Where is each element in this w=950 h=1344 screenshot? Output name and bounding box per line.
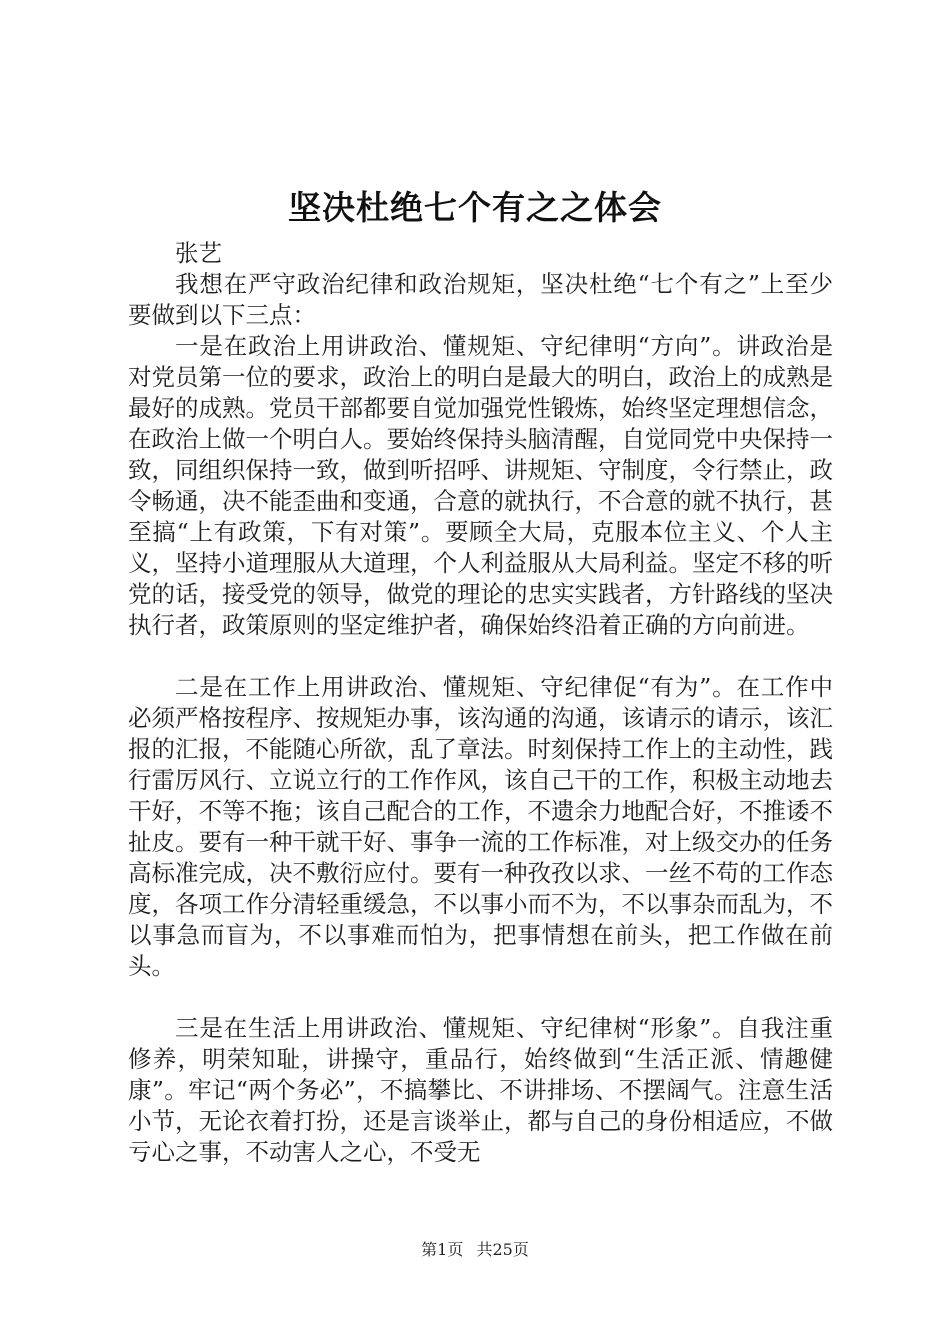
page-footer: [0, 1240, 950, 1260]
author-line: 张艺: [175, 239, 222, 267]
document-title: 坚决杜绝七个有之之体会: [288, 188, 662, 227]
paragraph-point-three: 三是在生活上用讲政治、懂规矩、守纪律树“形象”。自我注重修养，明荣知耻，讲操守，重品行，始终做到“生活正派、情趣健康”。牢记“两个务必”，不搞攀比、不讲排场、不摆阔气。注意生活小节，无论衣着打扮，还是言谈举止，都与自己的身份相适应，不做亏心之事，不动害人之心，不受无: [128, 1014, 833, 1166]
paragraph-point-two: 二是在工作上用讲政治、懂规矩、守纪律促“有为”。在工作中必须严格按程序、按规矩办事，该沟通的沟通，该请示的请示，该汇报的汇报，不能随心所欲，乱了章法。时刻保持工作上的主动性，践行雷厉风行、立说立行的工作作风，该自己干的工作，积极主动地去干好，不等不拖；该自己配合的工作，不遗余力地配合好，不推诿不扯皮。要有一种干就干好、事争一流的工作标准，对上级交办的任务高标准完成，决不敷衍应付。要有一种孜孜以求、一丝不苟的工作态度，各项工作分清轻重缓急，不以事小而不为，不以事杂而乱为，不以事急而盲为，不以事难而怕为，把事情想在前头，把工作做在前头。: [128, 673, 833, 980]
document-body: [128, 238, 833, 1168]
paragraph-intro: 我想在严守政治纪律和政治规矩，坚决杜绝“七个有之”上至少要做到以下三点：: [128, 270, 833, 329]
page-number: 第1页: [421, 1240, 464, 1259]
page-total: 共25页: [476, 1240, 529, 1259]
paragraph-point-one: 一是在政治上用讲政治、懂规矩、守纪律明“方向”。讲政治是对党员第一位的要求，政治上的明白是最大的明白，政治上的成熟是最好的成熟。党员干部都要自觉加强党性锻炼，始终坚定理想信念，在政治上做一个明白人。要始终保持头脑清醒，自觉同党中央保持一致，同组织保持一致，做到听招呼、讲规矩、守制度，令行禁止，政令畅通，决不能歪曲和变通，合意的就执行，不合意的就不执行，甚至搞“上有政策，下有对策”。要顾全大局，克服本位主义、个人主义，坚持小道理服从大道理，个人利益服从大局利益。坚定不移的听党的话，接受党的领导，做党的理论的忠实实践者，方针路线的坚决执行者，政策原则的坚定维护者，确保始终沿着正确的方向前进。: [128, 332, 833, 639]
